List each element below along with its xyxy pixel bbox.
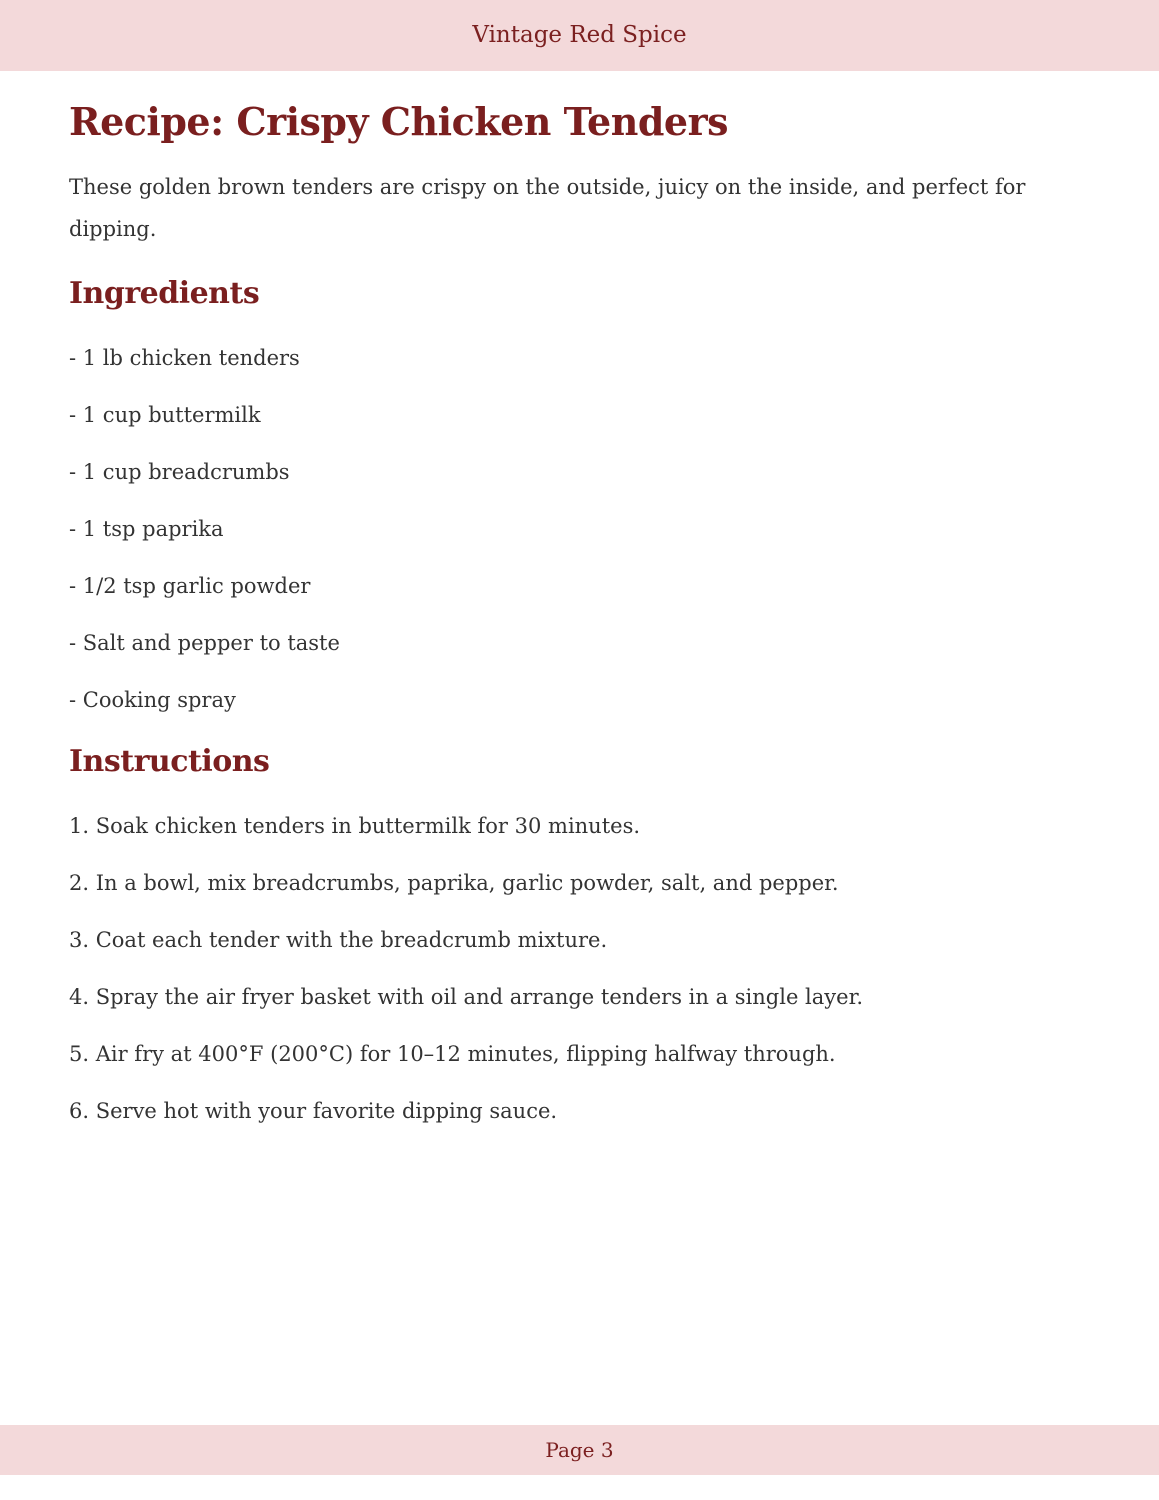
ingredient-item: - 1/2 tsp garlic powder: [69, 574, 311, 598]
ingredient-item: - 1 cup buttermilk: [69, 403, 261, 427]
ingredient-item: - 1 cup breadcrumbs: [69, 460, 290, 484]
header-bar: [0, 0, 1159, 71]
recipe-intro: These golden brown tenders are crispy on the outside, juicy on the inside, and perfect for dipping.: [69, 175, 1026, 241]
recipe-title: Recipe: Crispy Chicken Tenders: [69, 99, 728, 144]
page-number: Page 3: [545, 1438, 614, 1462]
instruction-step: 5. Air fry at 400°F (200°C) for 10–12 minutes, flipping halfway through.: [69, 1042, 836, 1066]
instructions-list: [69, 811, 1079, 1126]
ingredient-item: - 1 tsp paprika: [69, 517, 224, 541]
ingredient-item: - Salt and pepper to taste: [69, 631, 340, 655]
instruction-step: 4. Spray the air fryer basket with oil and arrange tenders in a single layer.: [69, 985, 863, 1009]
instruction-step: 1. Soak chicken tenders in buttermilk for 30 minutes.: [69, 814, 641, 838]
ingredients-heading: Ingredients: [69, 276, 260, 311]
instruction-step: 2. In a bowl, mix breadcrumbs, paprika, garlic powder, salt, and pepper.: [69, 871, 839, 895]
ingredient-item: - 1 lb chicken tenders: [69, 346, 300, 370]
recipe-content: [69, 96, 1079, 1126]
ingredient-item: - Cooking spray: [69, 688, 236, 712]
footer-bar: [0, 1425, 1159, 1475]
instruction-step: 3. Coat each tender with the breadcrumb mixture.: [69, 928, 608, 952]
instruction-step: 6. Serve hot with your favorite dipping sauce.: [69, 1099, 558, 1123]
header-title: Vintage Red Spice: [472, 21, 687, 48]
ingredients-list: [69, 343, 1079, 715]
instructions-heading: Instructions: [69, 744, 270, 779]
